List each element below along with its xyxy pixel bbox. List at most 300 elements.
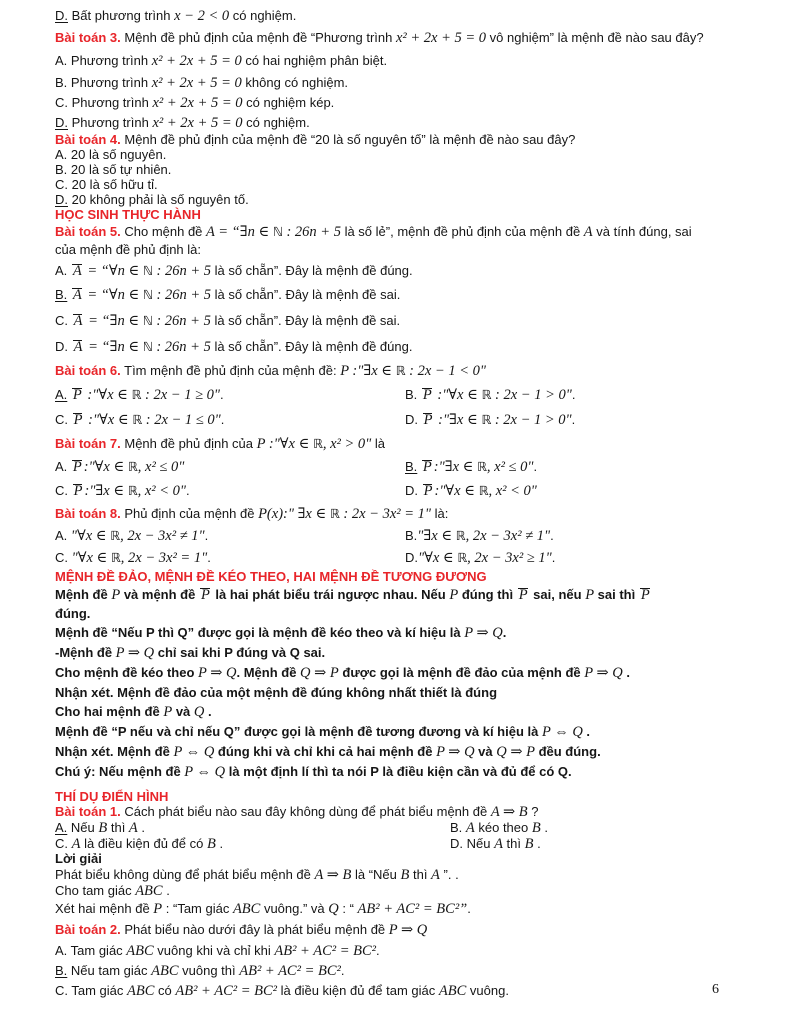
text-run: B. 20 là số tự nhiên. <box>55 162 172 177</box>
text-run: có <box>154 983 176 998</box>
doc-content <box>55 6 754 1000</box>
answer-option <box>55 308 754 334</box>
answer-option <box>55 407 405 433</box>
text-run: Nếu tam giác <box>67 963 152 978</box>
math-run: ABC <box>135 883 163 899</box>
text-run: Nếu <box>67 820 99 835</box>
set-symbol: ℝ <box>481 387 492 402</box>
set-symbol: ℝ <box>329 506 340 521</box>
math-run: P ⇔ Q <box>541 724 583 740</box>
set-symbol: ℕ <box>142 287 153 302</box>
overbar-expression <box>422 412 435 427</box>
answer-option <box>55 73 754 93</box>
text-run: D. <box>405 550 418 565</box>
text-run: A. Phương trình <box>55 53 152 68</box>
text-run: A. <box>55 820 68 835</box>
text-run: Cho mệnh đề <box>120 224 207 239</box>
set-symbol: ℝ <box>110 550 121 565</box>
math-run: B <box>400 867 410 883</box>
set-symbol: ℝ <box>127 483 138 498</box>
math-run: , 2x − 3x² ≠ 1" <box>120 528 205 544</box>
math-run: = “∀n ∈ <box>83 263 143 279</box>
text-run: . <box>207 550 211 565</box>
math-run: : 2x − 1 ≤ 0" <box>142 412 221 428</box>
math-run: "∃x ∈ <box>417 528 456 544</box>
text-run: sai, nếu <box>529 587 586 602</box>
section-heading <box>55 569 754 585</box>
math-run: x² + 2x + 5 = 0 <box>151 53 242 69</box>
text-run: vô nghiệm” là mệnh đề nào sau đây? <box>486 30 704 45</box>
math-run: , 2x − 3x² ≥ 1" <box>467 550 552 566</box>
math-run: P <box>163 704 173 720</box>
text-run: Cho tam giác <box>55 883 136 898</box>
text-run: Tìm mệnh đề phủ định của mệnh đề: <box>120 363 341 378</box>
text-run: . <box>582 724 591 739</box>
text-run: Chú ý: Nếu mệnh đề <box>55 764 185 779</box>
math-run: x² + 2x + 5 = 0 <box>152 95 243 111</box>
answer-option <box>55 455 405 478</box>
problem-title <box>55 918 754 941</box>
math-run: = “∃n ∈ <box>84 339 143 355</box>
text-run: . <box>162 883 170 898</box>
text-run: : “ <box>338 901 358 916</box>
overbar-expression <box>71 287 84 302</box>
text-run: chỉ sai khi P đúng và Q sai. <box>154 645 326 660</box>
text-run: đúng thì <box>458 587 517 602</box>
text-run: D. <box>55 339 72 354</box>
math-run: P <box>423 412 433 428</box>
math-run: ABC <box>438 983 467 999</box>
set-symbol: ℕ <box>142 263 153 278</box>
theory-line <box>55 585 754 605</box>
text-run: Mệnh đề “Nếu P thì Q” được gọi là mệnh đề kéo theo và kí hiệu là <box>55 625 465 640</box>
math-run: , x² ≤ 0" <box>486 459 534 475</box>
text-run: . <box>622 665 630 680</box>
math-run: ABC <box>232 901 261 917</box>
text-run: HỌC SINH THỰC HÀNH <box>55 207 201 222</box>
math-run: B <box>98 820 108 836</box>
text-run: sai thì <box>594 587 639 602</box>
math-run: P(x):" ∃x ∈ <box>258 506 330 522</box>
math-run: :"∀x ∈ <box>83 387 132 403</box>
overbar-expression <box>72 412 85 427</box>
text-run: vuông khi và chỉ khi <box>153 943 275 958</box>
text-run: . <box>376 943 380 958</box>
text-run: C. <box>55 313 72 328</box>
text-run: . <box>540 820 548 835</box>
math-run: = “∃n ∈ <box>84 313 143 329</box>
text-run: Mệnh đề phủ định của mệnh đề “Phương trình <box>120 30 396 45</box>
text-run: Bài toán 4. <box>55 132 121 147</box>
text-run: Bất phương trình <box>68 8 175 23</box>
set-symbol: ℝ <box>395 363 406 378</box>
set-symbol: ℕ <box>272 224 283 239</box>
answer-option-row <box>55 547 754 569</box>
text-run: A. <box>55 459 71 474</box>
text-run: có nghiệm. <box>242 115 310 130</box>
text-run: D. <box>405 412 422 427</box>
text-run: C. <box>55 483 72 498</box>
set-symbol: ℕ <box>142 313 153 328</box>
text-run: kéo theo <box>474 820 532 835</box>
answer-option <box>55 93 754 113</box>
theory-line <box>55 702 754 722</box>
math-run: "∀x ∈ <box>70 528 111 544</box>
answer-option-row <box>55 407 754 433</box>
text-run: MỆNH ĐỀ ĐẢO, MỆNH ĐỀ KÉO THEO, HAI MỆNH ĐỀ TƯƠNG ĐƯƠNG <box>55 569 487 584</box>
math-run: x − 2 < 0 <box>174 8 230 24</box>
math-run: : 2x − 1 > 0" <box>491 387 572 403</box>
math-run: P ⇒ Q <box>388 922 428 938</box>
theory-line <box>55 762 754 782</box>
answer-option <box>55 334 754 360</box>
set-symbol: ℝ <box>476 459 487 474</box>
text-run: là điều kiện đủ để có <box>80 836 207 851</box>
overbar-expression <box>71 459 84 474</box>
problem-title <box>55 26 754 49</box>
text-run: Nhận xét. Mệnh đề <box>55 744 174 759</box>
text-run: Bài toán 5. <box>55 224 121 239</box>
text-run: . <box>502 625 507 640</box>
theory-line <box>55 722 754 742</box>
math-run: , x² < 0" <box>137 483 187 499</box>
math-run: , x² < 0" <box>488 483 537 499</box>
text-run: thì <box>502 836 525 851</box>
math-run: Q <box>328 901 339 917</box>
answer-option <box>55 981 754 1000</box>
text-run: là số chẵn”. Đây là mệnh đề đúng. <box>211 263 413 278</box>
theory-line <box>55 643 754 663</box>
text-run: . <box>550 528 554 543</box>
text-run: Cách phát biểu nào sau đây không dùng để phát biểu mệnh đề <box>120 804 491 819</box>
text-run: . <box>551 550 556 565</box>
math-run: P ⇒ Q <box>198 665 237 681</box>
answer-option <box>55 836 450 851</box>
math-run: P ⇒ Q <box>584 665 623 681</box>
text-run: Phương trình <box>68 115 153 130</box>
text-run: Bài toán 2. <box>55 922 121 937</box>
text-run: . <box>533 459 538 474</box>
section-heading <box>55 790 754 804</box>
math-run: : 2x − 1 ≥ 0" <box>141 387 221 403</box>
overbar-expression <box>199 587 212 602</box>
answer-option <box>405 382 575 407</box>
text-run: . <box>204 704 212 719</box>
section-heading <box>55 207 754 223</box>
text-run: Mệnh đề <box>55 587 112 602</box>
text-run: C. 20 là số hữu tỉ. <box>55 177 158 192</box>
text-run: và <box>172 704 194 719</box>
page-number: 6 <box>712 982 719 997</box>
math-run: AB² + AC² = BC² <box>357 901 460 917</box>
math-run: : 26n + 5 <box>152 287 212 303</box>
answer-option <box>55 525 405 547</box>
text-run: Nhận xét. Mệnh đề đảo của một mệnh đề đúng không nhất thiết là đúng <box>55 685 498 700</box>
text-run: Cho mệnh đề kéo theo <box>55 665 199 680</box>
set-symbol: ℝ <box>478 483 489 498</box>
text-run: B. <box>405 459 418 474</box>
math-run: P ⇒ Q <box>115 645 155 661</box>
text-run: Bài toán 7. <box>55 436 121 451</box>
text-run: là số lẻ”, mệnh đề phủ định của mệnh đề <box>340 224 584 239</box>
theory-line <box>55 683 754 702</box>
text-run: A. <box>55 387 68 402</box>
text-run: D. <box>55 192 68 207</box>
text-run: -Mệnh đề <box>55 645 116 660</box>
text-run: . <box>215 836 224 851</box>
math-run: B <box>531 820 541 836</box>
text-run: Lời giải <box>55 851 102 866</box>
text-run: Mệnh đề “P nếu và chỉ nếu Q” được gọi là mệnh đề tương đương và kí hiệu là <box>55 724 542 739</box>
math-run: A <box>71 836 81 852</box>
overbar-expression <box>72 483 85 498</box>
text-run: vuông. <box>466 983 509 998</box>
solution-line <box>55 867 754 883</box>
text-run: A. Tam giác <box>55 943 127 958</box>
overbar-expression <box>72 313 85 328</box>
answer-option <box>405 547 555 569</box>
solution-line <box>55 883 754 899</box>
theory-line <box>55 742 754 762</box>
problem-title <box>55 360 754 382</box>
math-run: ABC <box>151 963 179 979</box>
math-run: :"∀x ∈ <box>433 387 482 403</box>
math-run: : 26n + 5 <box>152 263 211 279</box>
math-run: B <box>206 836 216 852</box>
math-run: x² + 2x + 5 = 0 <box>152 115 243 131</box>
math-run: ABC <box>127 983 155 999</box>
text-run: D. <box>55 115 68 130</box>
answer-option <box>55 820 450 836</box>
text-run: C. <box>55 836 72 851</box>
math-run: : 26n + 5 <box>152 339 211 355</box>
math-run: P :"∀x ∈ <box>256 436 313 452</box>
math-run: AB² + AC² = BC² <box>239 963 341 979</box>
text-run: thì <box>409 867 432 882</box>
overbar-expression <box>71 263 84 278</box>
text-run: . <box>571 387 576 402</box>
text-run: B. <box>405 387 421 402</box>
text-run: Mệnh đề phủ định của <box>120 436 257 451</box>
answer-option <box>55 382 405 407</box>
answer-option <box>55 547 405 569</box>
answer-option-row <box>55 478 754 503</box>
answer-option <box>55 49 754 73</box>
math-run: P <box>449 587 459 603</box>
text-run: của mệnh đề phủ định là: <box>55 242 201 257</box>
text-run: A. <box>55 528 71 543</box>
math-run: P <box>72 459 82 475</box>
text-run: . <box>220 412 225 427</box>
text-run: Phủ định của mệnh đề <box>120 506 259 521</box>
theory-line <box>55 605 754 623</box>
math-run: A <box>72 287 82 303</box>
math-run: A <box>465 820 475 836</box>
text-run: B. <box>405 528 418 543</box>
answer-option-row <box>55 820 754 836</box>
text-run: B. Phương trình <box>55 75 152 90</box>
math-run: P <box>423 483 433 499</box>
overbar-expression <box>422 483 435 498</box>
math-run: , x² > 0" <box>322 436 372 452</box>
math-run: :"∃x ∈ <box>84 483 128 499</box>
set-symbol: ℕ <box>142 339 153 354</box>
text-run: đúng. <box>55 606 91 621</box>
overbar-expression <box>421 459 434 474</box>
math-run: AB² + AC² = BC² <box>274 943 376 959</box>
text-run: . <box>467 901 471 916</box>
text-run: Cho hai mệnh đề <box>55 704 164 719</box>
math-run: A = “∃n ∈ <box>206 224 273 240</box>
text-run: là một định lí thì ta nói P là điều kiện cần và đủ để có Q. <box>225 764 572 779</box>
math-run: = “∀n ∈ <box>83 287 143 303</box>
math-run: P <box>200 587 210 603</box>
text-run: . Mệnh đề <box>236 665 301 680</box>
math-run: Q ⇒ P <box>300 665 339 681</box>
text-run: có nghiệm kép. <box>242 95 335 110</box>
text-run: . <box>340 963 345 978</box>
text-run: A. 20 là số nguyên. <box>55 147 167 162</box>
text-run: C. Tam giác <box>55 983 128 998</box>
answer-option-row <box>55 382 754 407</box>
text-run: và mệnh đề <box>120 587 199 602</box>
text-run: Mệnh đề phủ định của mệnh đề “20 là số nguyên tố” là mệnh đề nào sau đây? <box>120 132 576 147</box>
math-run: : 2x − 1 > 0" <box>491 412 572 428</box>
text-run: C. Phương trình <box>55 95 153 110</box>
set-symbol: ℝ <box>132 412 143 427</box>
overbar-expression <box>71 387 84 402</box>
math-run: P ⇒ Q <box>464 625 503 641</box>
text-run: A. <box>55 263 71 278</box>
math-run: P <box>72 387 82 403</box>
text-run: là điều kiện đủ để tam giác <box>277 983 439 998</box>
text-run: có hai nghiệm phân biệt. <box>241 53 388 68</box>
text-run: . <box>137 820 146 835</box>
set-symbol: ℝ <box>481 412 492 427</box>
text-run: là “Nếu <box>351 867 401 882</box>
text-run: Phát biểu nào dưới đây là phát biểu mệnh đề <box>120 922 389 937</box>
text-run: không có nghiệm. <box>241 75 349 90</box>
math-run: , x² ≤ 0" <box>137 459 185 475</box>
problem-title <box>55 132 754 147</box>
set-symbol: ℝ <box>127 459 138 474</box>
text-run: là: <box>430 506 449 521</box>
math-run: P ⇒ Q <box>436 744 475 760</box>
math-run: : 2x − 3x² = 1" <box>339 506 431 522</box>
text-run: B. <box>55 963 68 978</box>
set-symbol: ℝ <box>455 528 466 543</box>
math-run: "∀x ∈ <box>71 550 111 566</box>
math-run: , 2x − 3x² ≠ 1" <box>465 528 551 544</box>
text-run: C. <box>55 550 72 565</box>
text-run: vuông.” và <box>260 901 329 916</box>
overbar-expression <box>421 387 434 402</box>
answer-option <box>55 177 754 192</box>
math-run: : 26n + 5 <box>282 224 341 240</box>
answer-option-row <box>55 836 754 851</box>
text-run: có nghiệm. <box>229 8 297 23</box>
text-run: Phát biểu không dùng để phát biểu mệnh đề <box>55 867 315 882</box>
answer-option <box>55 961 754 981</box>
text-run: Bài toán 3. <box>55 30 121 45</box>
answer-option <box>55 478 405 503</box>
theory-line <box>55 623 754 643</box>
set-symbol: ℝ <box>110 528 121 543</box>
answer-option <box>405 455 537 478</box>
answer-option <box>55 113 754 132</box>
math-run: P <box>422 387 432 403</box>
math-run: AB² + AC² = BC² <box>175 983 277 999</box>
text-run: đúng khi và chỉ khi cả hai mệnh đề <box>214 744 437 759</box>
text-run: là hai phát biểu trái ngược nhau. Nếu <box>211 587 450 602</box>
problem-title <box>55 804 754 820</box>
text-run: D. <box>55 8 68 23</box>
problem-title-continued <box>55 241 754 259</box>
math-run: P :"∃x ∈ <box>340 363 396 379</box>
text-run: B. <box>450 820 466 835</box>
text-run: thì <box>107 820 129 835</box>
text-run: ”. . <box>439 867 459 882</box>
text-run: ? <box>527 804 539 819</box>
set-symbol: ℝ <box>131 387 142 402</box>
overbar-expression <box>639 587 652 602</box>
text-run: đều đúng. <box>534 744 601 759</box>
math-run: P <box>640 587 650 603</box>
math-run: : 2x − 1 < 0" <box>405 363 486 379</box>
math-run: ” <box>459 901 468 917</box>
text-run: là <box>371 436 386 451</box>
math-run: A <box>73 339 83 355</box>
text-run: vuông thì <box>178 963 240 978</box>
answer-option <box>55 6 754 26</box>
math-run: P <box>73 412 83 428</box>
math-run: A <box>128 820 138 836</box>
math-run: A <box>73 313 83 329</box>
text-run: Bài toán 1. <box>55 804 121 819</box>
math-run: Q <box>193 704 205 720</box>
answer-option-row <box>55 455 754 478</box>
text-run: là số chẵn”. Đây là mệnh đề đúng. <box>210 339 413 354</box>
answer-option <box>55 147 754 162</box>
text-run: và <box>474 744 497 759</box>
text-run: . <box>571 412 576 427</box>
text-run: : “Tam giác <box>162 901 233 916</box>
math-run: A <box>494 836 503 852</box>
text-run: và tính đúng, sai <box>592 224 692 239</box>
answer-option <box>55 282 754 308</box>
math-run: A <box>431 867 440 883</box>
answer-option <box>405 407 575 433</box>
math-run: "∀x ∈ <box>418 550 458 566</box>
answer-option <box>55 941 754 961</box>
answer-option <box>450 836 541 851</box>
text-run: được gọi là mệnh đề đảo của mệnh đề <box>338 665 585 680</box>
math-run: :"∀x ∈ <box>84 412 133 428</box>
text-run: là số chẵn”. Đây là mệnh đề sai. <box>211 287 401 302</box>
text-run: C. <box>55 412 72 427</box>
text-run: . <box>204 528 209 543</box>
math-run: :"∃x ∈ <box>433 459 477 475</box>
text-run: D. <box>405 483 422 498</box>
math-run: P <box>73 483 83 499</box>
math-run: B <box>524 836 534 852</box>
math-run: Q ⇒ P <box>496 744 535 760</box>
text-run: . <box>220 387 224 402</box>
set-symbol: ℝ <box>312 436 323 451</box>
problem-title <box>55 503 754 525</box>
theory-line <box>55 663 754 683</box>
math-run: P <box>111 587 121 603</box>
